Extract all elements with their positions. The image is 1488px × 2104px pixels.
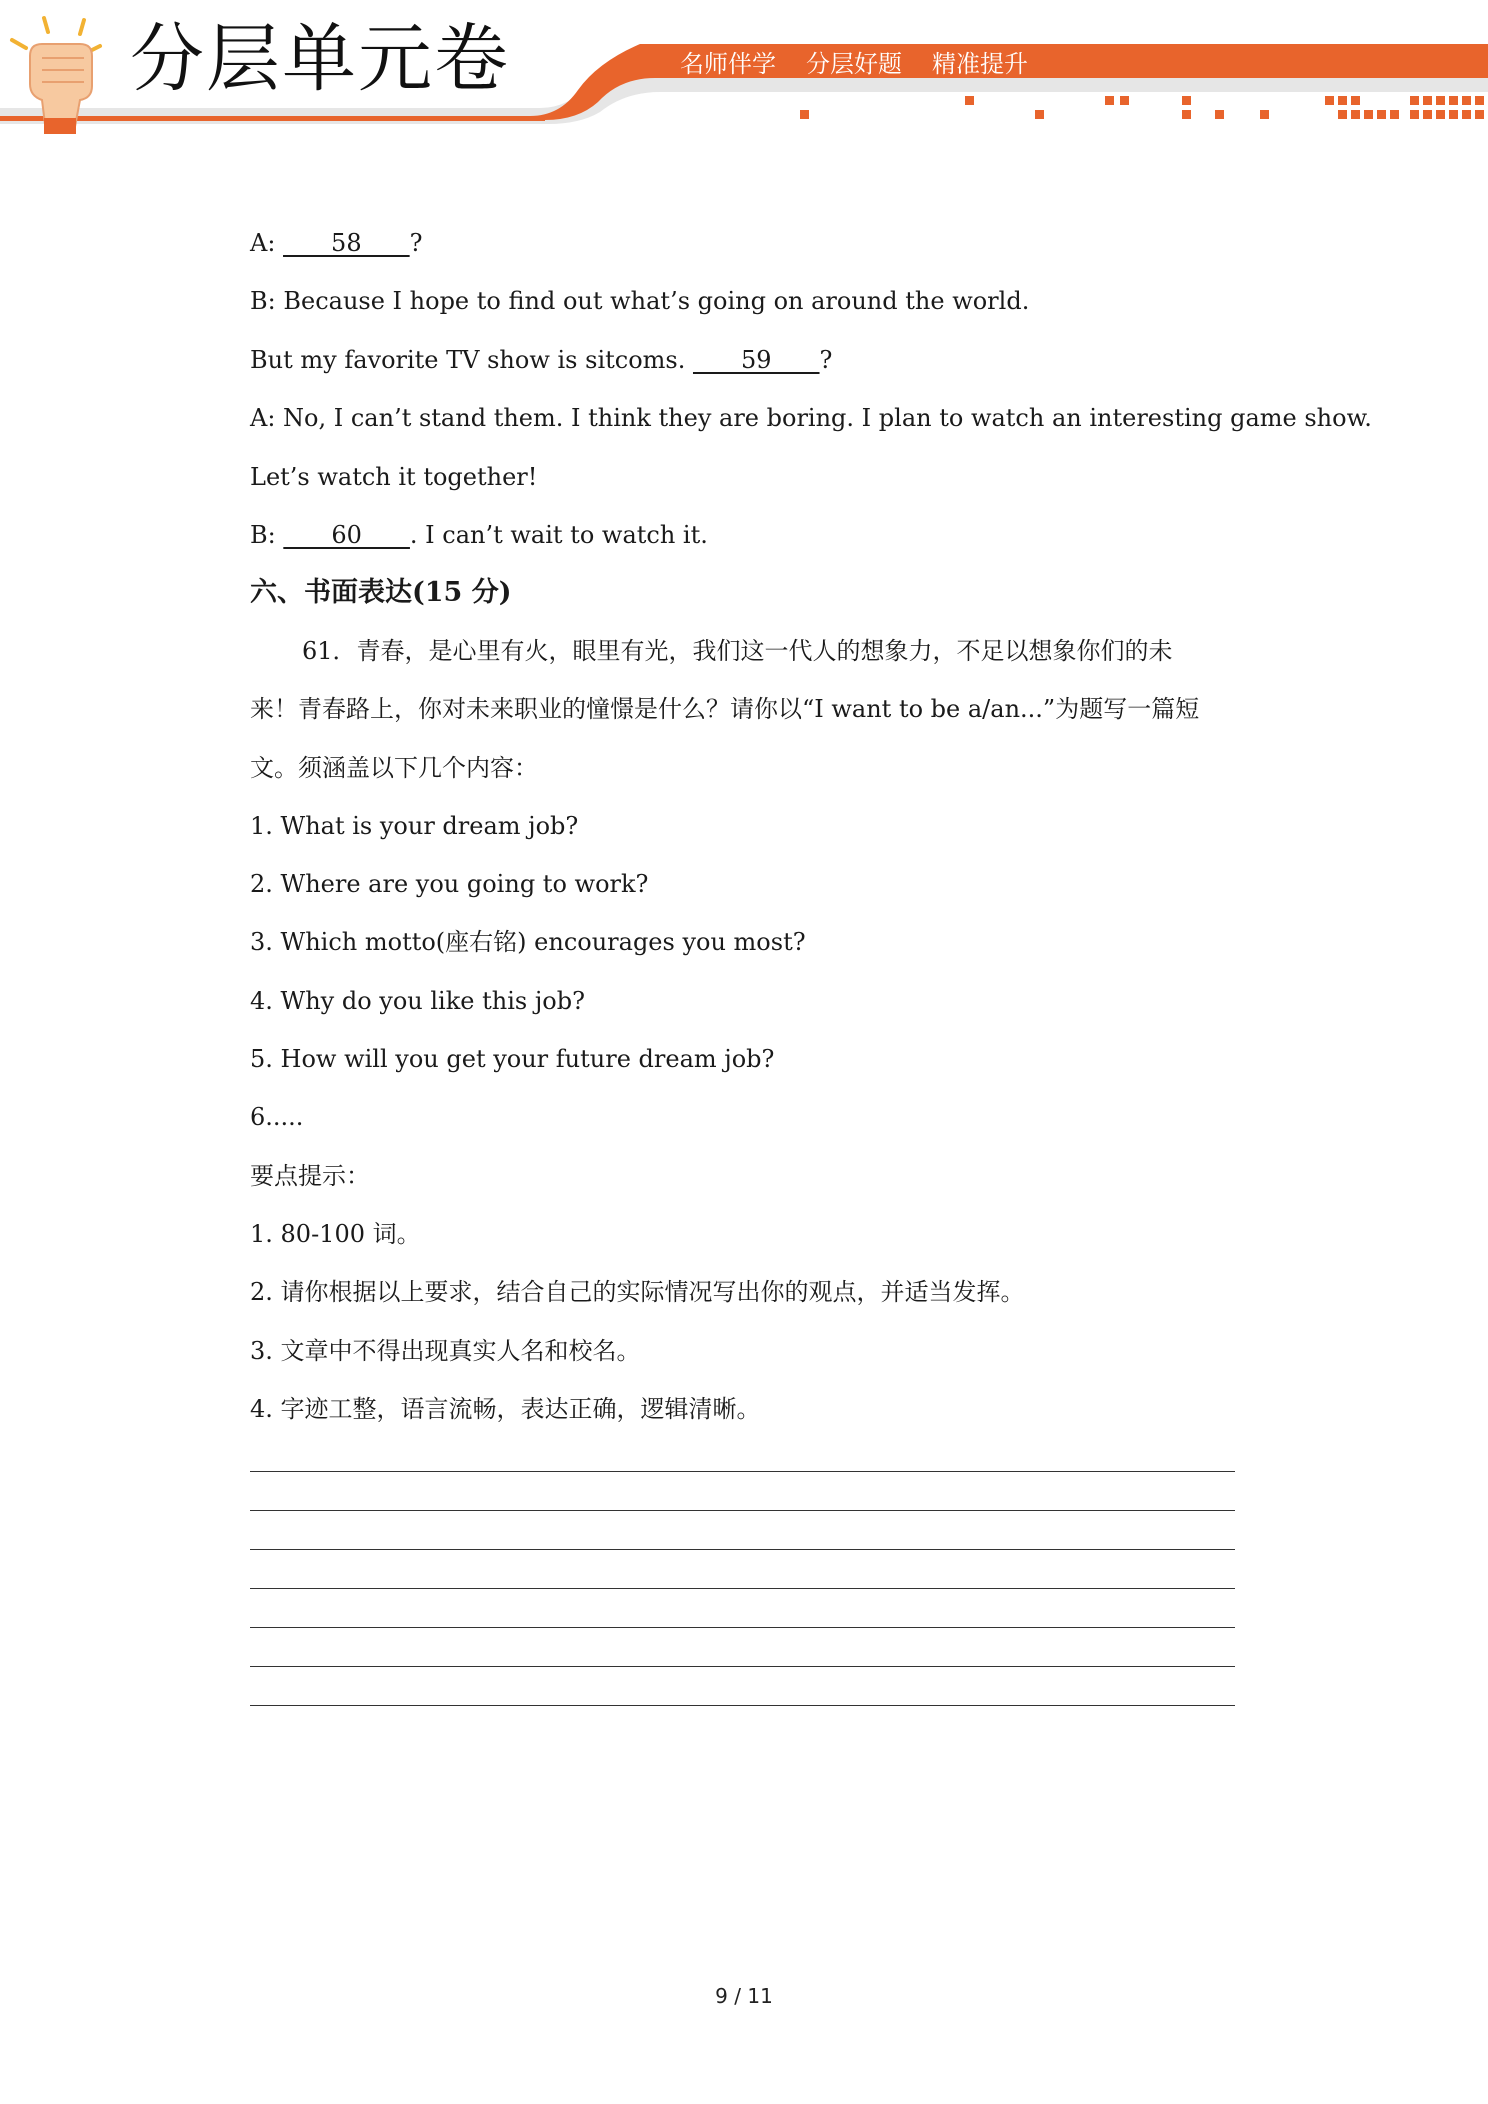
tip-item: 3. 文章中不得出现真实人名和校名。 bbox=[250, 1337, 641, 1365]
dialogue-line-59 bbox=[250, 345, 832, 375]
page-header bbox=[0, 0, 1488, 150]
question-item: 6..... bbox=[250, 1103, 304, 1131]
tip-item: 2. 请你根据以上要求，结合自己的实际情况写出你的观点，并适当发挥。 bbox=[250, 1278, 1025, 1306]
question-item: 5. How will you get your future dream job? bbox=[250, 1045, 775, 1073]
dialogue-text: But my favorite TV show is sitcoms. bbox=[250, 346, 693, 374]
prompt-line-1: 61．青春，是心里有火，眼里有光，我们这一代人的想象力，不足以想象你们的未 bbox=[302, 637, 1173, 665]
speaker-a: A: bbox=[250, 229, 284, 257]
answer-line[interactable] bbox=[250, 1705, 1235, 1706]
dialogue-line-a3: Let’s watch it together! bbox=[250, 463, 538, 491]
slogan-1: 名师伴学 bbox=[680, 50, 776, 78]
header-slogans bbox=[680, 44, 1028, 79]
prompt-line-2: 来！青春路上，你对未来职业的憧憬是什么？请你以“I want to be a/an...”为题写一篇短 bbox=[250, 695, 1200, 723]
blank-60: ____60____ bbox=[283, 521, 410, 549]
answer-line[interactable] bbox=[250, 1510, 1235, 1511]
tips-title: 要点提示： bbox=[250, 1162, 370, 1190]
answer-line[interactable] bbox=[250, 1588, 1235, 1589]
slogan-3: 精准提升 bbox=[932, 50, 1028, 78]
blank-59: ____59____ bbox=[692, 346, 820, 374]
tip-item: 4. 字迹工整，语言流畅，表达正确，逻辑清晰。 bbox=[250, 1395, 761, 1423]
prompt-line-3: 文。须涵盖以下几个内容： bbox=[250, 754, 538, 782]
dialogue-line-58 bbox=[250, 228, 422, 258]
dialogue-line-b1: B: Because I hope to find out what’s going on around the world. bbox=[250, 287, 1030, 315]
dialogue-line-60 bbox=[250, 520, 708, 550]
answer-line[interactable] bbox=[250, 1666, 1235, 1667]
dialogue-text: . I can’t wait to watch it. bbox=[409, 521, 708, 549]
answer-line[interactable] bbox=[250, 1549, 1235, 1550]
question-item: 4. Why do you like this job? bbox=[250, 987, 585, 1015]
question-item: 1. What is your dream job? bbox=[250, 812, 579, 840]
slogan-2: 分层好题 bbox=[806, 50, 902, 78]
dialogue-line-a2: A: No, I can’t stand them. I think they are boring. I plan to watch an interesting game show. bbox=[250, 404, 1372, 432]
tip-item: 1. 80-100 词。 bbox=[250, 1220, 421, 1248]
answer-line[interactable] bbox=[250, 1471, 1235, 1472]
blank-58: ____58____ bbox=[283, 229, 410, 257]
page-number: 9 / 11 bbox=[715, 1984, 773, 2008]
header-title: 分层单元卷 bbox=[130, 16, 510, 102]
decorative-dots bbox=[800, 96, 1484, 119]
answer-line[interactable] bbox=[250, 1627, 1235, 1628]
speaker-b: B: bbox=[250, 521, 284, 549]
punctuation: ? bbox=[409, 229, 423, 257]
punctuation: ? bbox=[819, 346, 833, 374]
section-title: 六、书面表达(15 分) bbox=[250, 577, 512, 608]
question-item: 3. Which motto(座右铭) encourages you most? bbox=[250, 928, 806, 956]
question-item: 2. Where are you going to work? bbox=[250, 870, 649, 898]
